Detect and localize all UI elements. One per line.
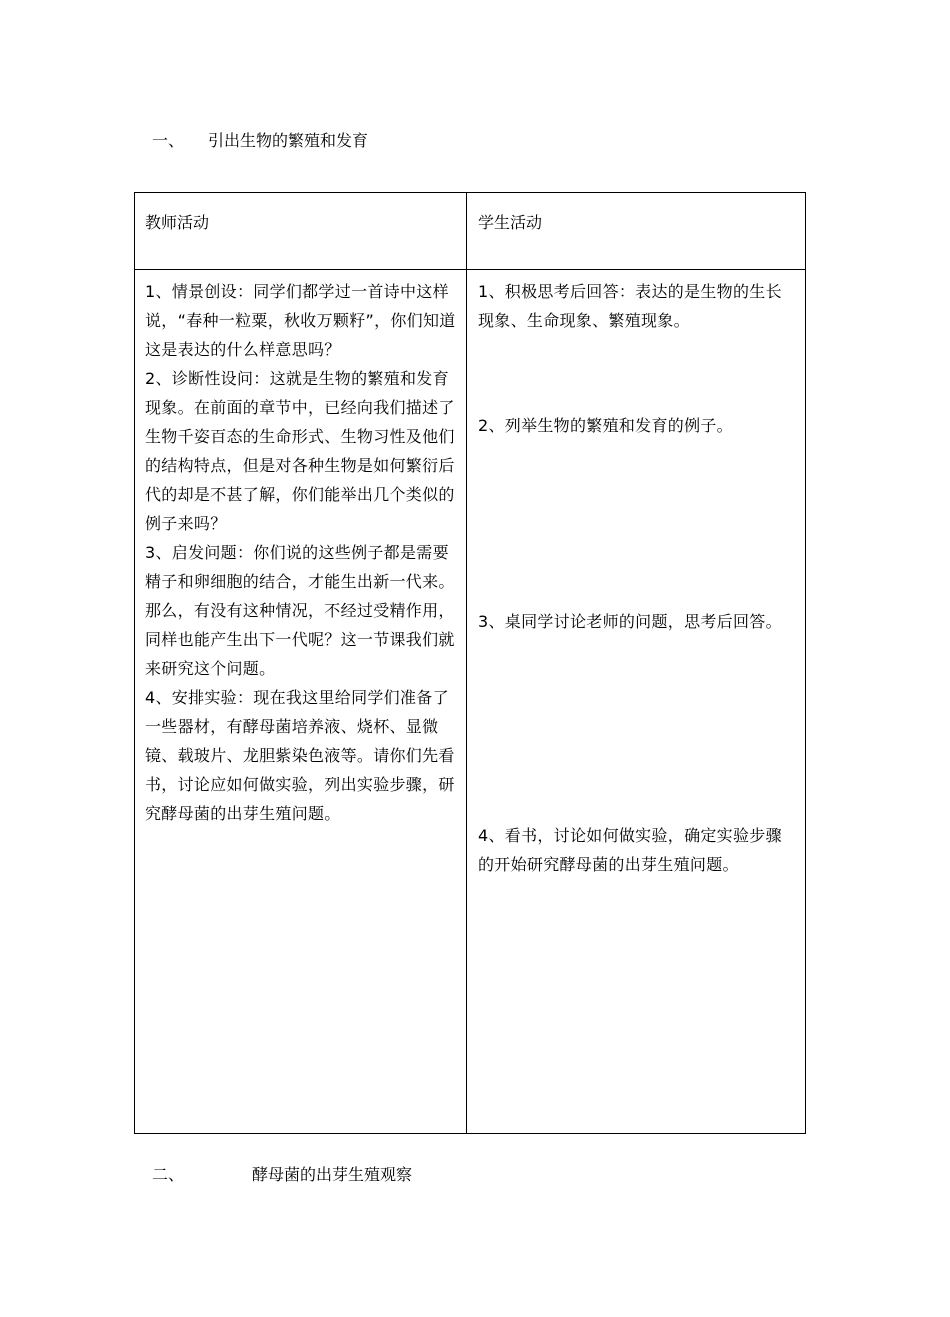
- student-activity-header: 学生活动: [478, 213, 543, 232]
- teacher-item-4: 4、安排实验：现在我这里给同学们准备了一些器材，有酵母菌培养液、烧杯、显微镜、载玻片、龙胆紫染色液等。请你们先看书，讨论应如何做实验，列出实验步骤，研究酵母菌的出芽生殖问题。: [145, 688, 455, 823]
- section-number: 二、: [152, 1165, 185, 1184]
- student-item-1: 1、积极思考后回答：表达的是生物的生长现象、生命现象、繁殖现象。: [478, 282, 782, 330]
- student-item-2: 2、列举生物的繁殖和发育的例子。: [478, 416, 733, 435]
- teacher-item-3: 3、启发问题：你们说的这些例子都是需要精子和卵细胞的结合，才能生出新一代来。那么，有没有这种情况，不经过受精作用，同样也能产生出下一代呢？这一节课我们就来研究这个问题。: [145, 543, 455, 678]
- section-title: 酵母菌的出芽生殖观察: [252, 1165, 413, 1184]
- section-heading-2: [152, 1165, 412, 1185]
- column-divider: [466, 193, 467, 1133]
- section-title: 引出生物的繁殖和发育: [208, 131, 369, 150]
- student-item-4: 4、看书，讨论如何做实验，确定实验步骤的开始研究酵母菌的出芽生殖问题。: [478, 826, 782, 874]
- section-heading-1: [152, 131, 368, 151]
- teacher-activity-header: 教师活动: [145, 213, 210, 232]
- student-item-3: 3、桌同学讨论老师的问题，思考后回答。: [478, 612, 782, 631]
- header-row-divider: [135, 269, 805, 270]
- section-number: 一、: [152, 131, 185, 150]
- teacher-item-1: 1、情景创设：同学们都学过一首诗中这样说，“春种一粒粟，秋收万颗籽”，你们知道这是表达的什么样意思吗？: [145, 282, 456, 359]
- teacher-item-2: 2、诊断性设问：这就是生物的繁殖和发育现象。在前面的章节中，已经向我们描述了生物千姿百态的生命形式、生物习性及他们的结构特点，但是对各种生物是如何繁衍后代的却是不甚了解，你们能举出几个类似的例子来吗？: [145, 369, 455, 533]
- teacher-activity-cell: [145, 277, 460, 828]
- lesson-activity-table: [134, 192, 806, 1134]
